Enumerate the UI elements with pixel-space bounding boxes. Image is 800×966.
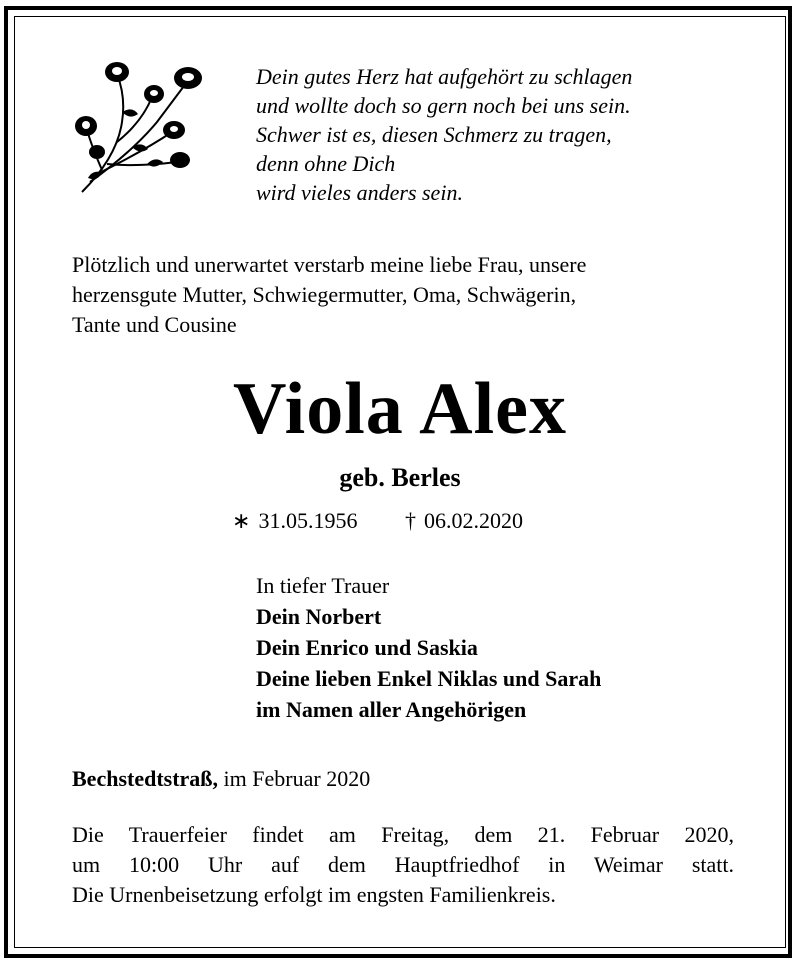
mourners-intro: In tiefer Trauer xyxy=(256,573,390,598)
place-date xyxy=(72,764,370,794)
maiden-name: geb. Berles xyxy=(339,463,461,492)
birth-date-value: 31.05.1956 xyxy=(258,508,358,533)
service-line: Die Trauerfeier findet am Freitag, dem 21. Februar 2020, xyxy=(72,822,734,847)
place-month: im Februar 2020 xyxy=(223,766,371,791)
poem-line: denn ohne Dich xyxy=(256,151,396,176)
life-dates xyxy=(232,506,523,536)
birth-date xyxy=(232,506,357,536)
poem-line: Dein gutes Herz hat aufgehört zu schlagen xyxy=(256,64,633,89)
service-line: um 10:00 Uhr auf dem Hauptfriedhof in Weimar statt. xyxy=(72,852,734,877)
intro-line: herzensgute Mutter, Schwiegermutter, Oma, Schwägerin, xyxy=(72,282,577,307)
place-town: Bechstedtstraß, xyxy=(72,766,219,791)
intro-line: Plötzlich und unerwartet verstarb meine liebe Frau, unsere xyxy=(72,252,587,277)
poem-line: wird vieles anders sein. xyxy=(256,180,463,205)
deceased-name: Viola Alex xyxy=(232,368,568,450)
intro-text xyxy=(72,250,732,340)
poem xyxy=(256,62,632,207)
birth-star-icon: ∗ xyxy=(232,508,251,533)
poem-line: und wollte doch so gern noch bei uns sein. xyxy=(256,93,631,118)
intro-line: Tante und Cousine xyxy=(72,312,237,337)
mourner-name: im Namen aller Angehörigen xyxy=(256,697,527,722)
poem-line: Schwer ist es, diesen Schmerz zu tragen, xyxy=(256,122,612,147)
mourner-name: Dein Norbert xyxy=(256,604,382,629)
mourner-name: Deine lieben Enkel Niklas und Sarah xyxy=(256,666,602,691)
mourners xyxy=(256,570,601,725)
mourner-name: Dein Enrico und Saskia xyxy=(256,635,478,660)
service-line: Die Urnenbeisetzung erfolgt im engsten Familienkreis. xyxy=(72,882,556,907)
death-date xyxy=(405,506,523,536)
death-date-value: 06.02.2020 xyxy=(423,508,523,533)
roses-icon xyxy=(62,52,212,202)
service-info xyxy=(72,820,734,910)
cross-icon: † xyxy=(404,508,416,533)
